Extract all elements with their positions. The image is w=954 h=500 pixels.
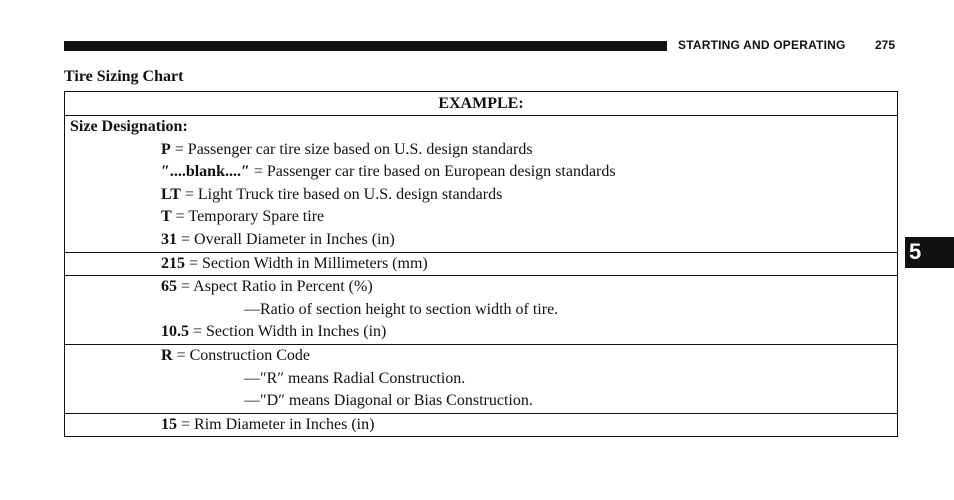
chart-title: Tire Sizing Chart: [64, 68, 184, 85]
table-header: EXAMPLE:: [65, 92, 897, 116]
table-group-construction: [65, 345, 897, 414]
row-text: = Rim Diameter in Inches (in): [177, 415, 375, 433]
row-code: 31: [161, 230, 177, 248]
table-row: [65, 139, 897, 162]
table-row-note: —″R″ means Radial Construction.: [244, 369, 466, 387]
table-row: [65, 161, 897, 184]
row-text: = Passenger car tire based on European design standards: [249, 163, 616, 181]
row-text: = Section Width in Millimeters (mm): [185, 254, 428, 272]
page-number: 275: [875, 38, 896, 52]
row-code: T: [161, 208, 172, 226]
table-group-size-type: [65, 116, 897, 253]
row-code: P: [161, 140, 171, 158]
row-code: 65: [161, 278, 177, 296]
row-text: = Construction Code: [172, 346, 311, 364]
table-group-rim: [65, 414, 897, 437]
size-designation-label: Size Designation:: [70, 118, 188, 135]
row-code: 10.5: [161, 323, 189, 341]
table-group-section-width-mm: [65, 253, 897, 277]
row-code: R: [161, 346, 173, 364]
table-row: [65, 253, 897, 276]
table-row: [65, 229, 897, 252]
row-text: = Light Truck tire based on U.S. design standards: [180, 185, 503, 203]
chapter-tab: [905, 237, 954, 268]
table-row-note: —″D″ means Diagonal or Bias Construction.: [244, 392, 533, 410]
table-group-aspect-ratio: [65, 276, 897, 345]
row-text: = Temporary Spare tire: [171, 208, 325, 226]
table-row: [65, 276, 897, 299]
tire-sizing-table: [64, 91, 898, 437]
table-row: [65, 414, 897, 437]
header-rule: [64, 41, 667, 51]
table-row: [65, 206, 897, 229]
row-text: = Section Width in Inches (in): [189, 323, 387, 341]
row-text: = Passenger car tire size based on U.S. design standards: [170, 140, 533, 158]
chapter-tab-number: 5: [909, 239, 922, 264]
row-code: ″....blank....″: [161, 163, 250, 181]
row-code: 215: [161, 254, 185, 272]
row-code: LT: [161, 185, 181, 203]
section-title: STARTING AND OPERATING: [678, 38, 846, 52]
table-row: [65, 321, 897, 344]
table-row: [65, 345, 897, 368]
row-text: = Overall Diameter in Inches (in): [177, 230, 395, 248]
row-code: 15: [161, 415, 177, 433]
row-text: = Aspect Ratio in Percent (%): [177, 278, 373, 296]
table-row: [65, 184, 897, 207]
table-row-note: —Ratio of section height to section width of tire.: [244, 300, 559, 318]
